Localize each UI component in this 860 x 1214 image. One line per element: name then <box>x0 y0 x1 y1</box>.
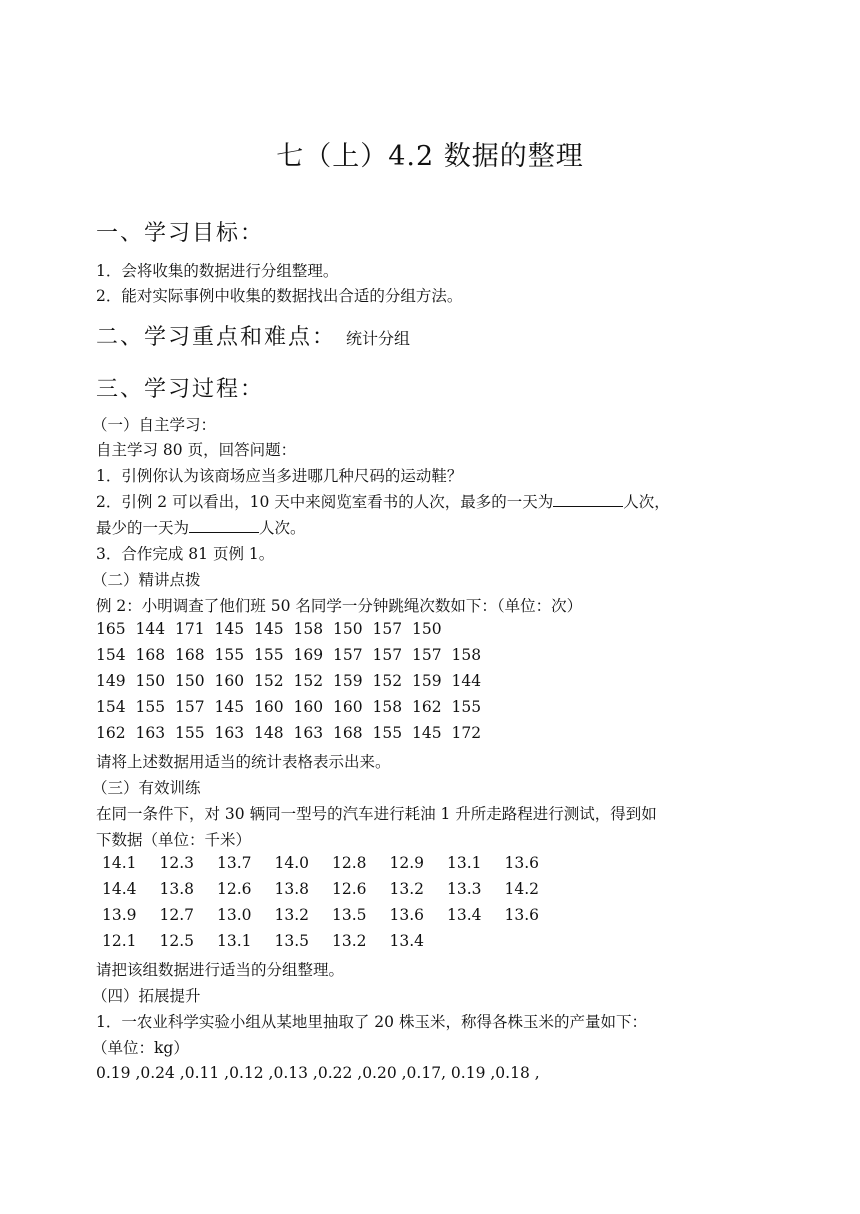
part-heading-1: （一）自主学习： <box>92 416 217 434</box>
data-cell: 12.6 <box>217 880 252 898</box>
data-cell: 149 <box>96 672 126 690</box>
example-2-task: 请将上述数据用适当的统计表格表示出来。 <box>96 753 391 771</box>
data-cell: 154 <box>96 698 126 716</box>
part-heading-4: （四）拓展提升 <box>92 987 201 1005</box>
data-cell: 150 <box>412 620 442 638</box>
keypoints-value: 统计分组 <box>346 329 411 348</box>
data-cell: 160 <box>333 698 363 716</box>
data-cell: 163 <box>214 724 245 742</box>
data-cell: 169 <box>293 646 324 664</box>
data-cell: 163 <box>135 724 166 742</box>
data-cell: 168 <box>175 646 205 664</box>
part1-question-3: 3．合作完成 81 页例 1。 <box>96 545 275 563</box>
data-cell: 171 <box>175 620 205 638</box>
part3-text-line-2: 下数据（单位：千米） <box>96 831 252 849</box>
data-cell: 13.1 <box>217 932 252 950</box>
data-cell: 144 <box>135 620 166 638</box>
data-cell: 13.6 <box>389 906 425 924</box>
data-cell: 155 <box>451 698 482 716</box>
data-cell: 155 <box>254 646 284 664</box>
data-cell: 13.8 <box>274 880 310 898</box>
data-cell: 157 <box>333 646 363 664</box>
data-cell: 158 <box>293 620 324 638</box>
data-cell: 13.2 <box>274 906 310 924</box>
q2-text-b: 人次， <box>623 493 670 511</box>
data-cell: 13.4 <box>447 906 482 924</box>
data-cell: 14.0 <box>274 854 310 872</box>
data-cell: 150 <box>135 672 166 690</box>
data-cell: 160 <box>214 672 245 690</box>
data-cell: 13.9 <box>102 906 137 924</box>
data-cell: 159 <box>412 672 442 690</box>
data-cell: 13.8 <box>159 880 195 898</box>
data-cell: 13.0 <box>217 906 252 924</box>
data-cell: 12.8 <box>332 854 367 872</box>
data-cell: 145 <box>214 620 245 638</box>
data-cell: 163 <box>293 724 324 742</box>
data-cell: 12.7 <box>159 906 195 924</box>
part1-question-2-cont <box>96 516 306 538</box>
data-cell: 12.9 <box>389 854 425 872</box>
data-cell: 158 <box>372 698 403 716</box>
data-cell: 12.3 <box>159 854 195 872</box>
q2-text-c: 最少的一天为 <box>96 519 190 537</box>
data-cell: 157 <box>175 698 205 716</box>
goal-item-2: 2．能对实际事例中收集的数据找出合适的分组方法。 <box>96 287 463 305</box>
data-cell: 13.5 <box>332 906 367 924</box>
data-cell: 155 <box>175 724 205 742</box>
data-cell: 162 <box>96 724 126 742</box>
keypoints-label: 二、学习重点和难点： <box>96 325 337 350</box>
q2-text-a: 2．引例 2 可以看出，10 天中来阅览室看书的人次，最多的一天为 <box>96 493 554 511</box>
data-cell: 150 <box>333 620 363 638</box>
data-cell: 152 <box>254 672 284 690</box>
data-cell: 162 <box>412 698 442 716</box>
part4-text-line-2: （单位：kg） <box>92 1039 189 1057</box>
data-cell: 160 <box>254 698 284 716</box>
data-cell: 13.1 <box>447 854 482 872</box>
data-cell: 168 <box>135 646 166 664</box>
data-cell: 172 <box>451 724 482 742</box>
data-cell: 14.1 <box>102 854 137 872</box>
data-cell: 13.2 <box>389 880 425 898</box>
data-cell: 144 <box>451 672 482 690</box>
data-cell: 13.3 <box>447 880 482 898</box>
data-cell: 165 <box>96 620 126 638</box>
q2-text-d: 人次。 <box>259 519 306 537</box>
data-cell: 145 <box>412 724 442 742</box>
data-cell: 13.6 <box>504 906 540 924</box>
part4-data-line: 0.19 ,0.24 ,0.11 ,0.12 ,0.13 ,0.22 ,0.20 ,0.17, 0.19 ,0.18 , <box>96 1064 540 1082</box>
data-cell: 152 <box>372 672 403 690</box>
goal-item-1: 1．会将收集的数据进行分组整理。 <box>96 262 339 280</box>
data-cell: 13.4 <box>389 932 425 950</box>
data-cell: 154 <box>96 646 126 664</box>
data-cell: 159 <box>333 672 363 690</box>
data-cell: 157 <box>412 646 442 664</box>
data-cell: 14.4 <box>102 880 137 898</box>
data-cell: 168 <box>333 724 363 742</box>
section-heading-goals: 一、学习目标： <box>96 221 265 246</box>
part1-question-2 <box>96 490 670 512</box>
data-cell: 150 <box>175 672 205 690</box>
data-cell: 158 <box>451 646 482 664</box>
answer-blank-min <box>189 518 259 533</box>
data-cell: 13.5 <box>274 932 310 950</box>
data-cell: 157 <box>372 646 403 664</box>
part-heading-3: （三）有效训练 <box>92 779 201 797</box>
part4-text-line-1: 1．一农业科学实验小组从某地里抽取了 20 株玉米，称得各株玉米的产量如下： <box>96 1013 647 1031</box>
part3-text-line-1: 在同一条件下，对 30 辆同一型号的汽车进行耗油 1 升所走路程进行测试，得到如 <box>96 805 657 823</box>
data-cell: 13.2 <box>332 932 367 950</box>
data-cell: 12.1 <box>102 932 137 950</box>
data-cell: 155 <box>135 698 166 716</box>
section-heading-process: 三、学习过程： <box>96 377 265 402</box>
page-title: 七（上）4.2 数据的整理 <box>276 141 584 172</box>
data-cell: 145 <box>214 698 245 716</box>
part1-question-1: 1．引例你认为该商场应当多进哪几种尺码的运动鞋？ <box>96 467 463 485</box>
data-cell: 155 <box>214 646 245 664</box>
data-cell: 12.6 <box>332 880 367 898</box>
part-heading-2: （二）精讲点拨 <box>92 571 201 589</box>
data-cell: 152 <box>293 672 324 690</box>
data-cell: 12.5 <box>159 932 195 950</box>
section-heading-keypoints <box>96 320 410 351</box>
part1-intro: 自主学习 80 页，回答问题： <box>96 441 297 459</box>
data-cell: 157 <box>372 620 403 638</box>
data-cell: 155 <box>372 724 403 742</box>
data-cell: 14.2 <box>504 880 540 898</box>
data-cell: 13.6 <box>504 854 540 872</box>
data-cell: 160 <box>293 698 324 716</box>
data-cell: 145 <box>254 620 284 638</box>
part3-task: 请把该组数据进行适当的分组整理。 <box>96 961 345 979</box>
answer-blank-max <box>553 492 623 507</box>
example-2-text: 例 2：小明调查了他们班 50 名同学一分钟跳绳次数如下：（单位：次） <box>96 597 583 615</box>
data-cell: 13.7 <box>217 854 252 872</box>
data-cell: 148 <box>254 724 284 742</box>
